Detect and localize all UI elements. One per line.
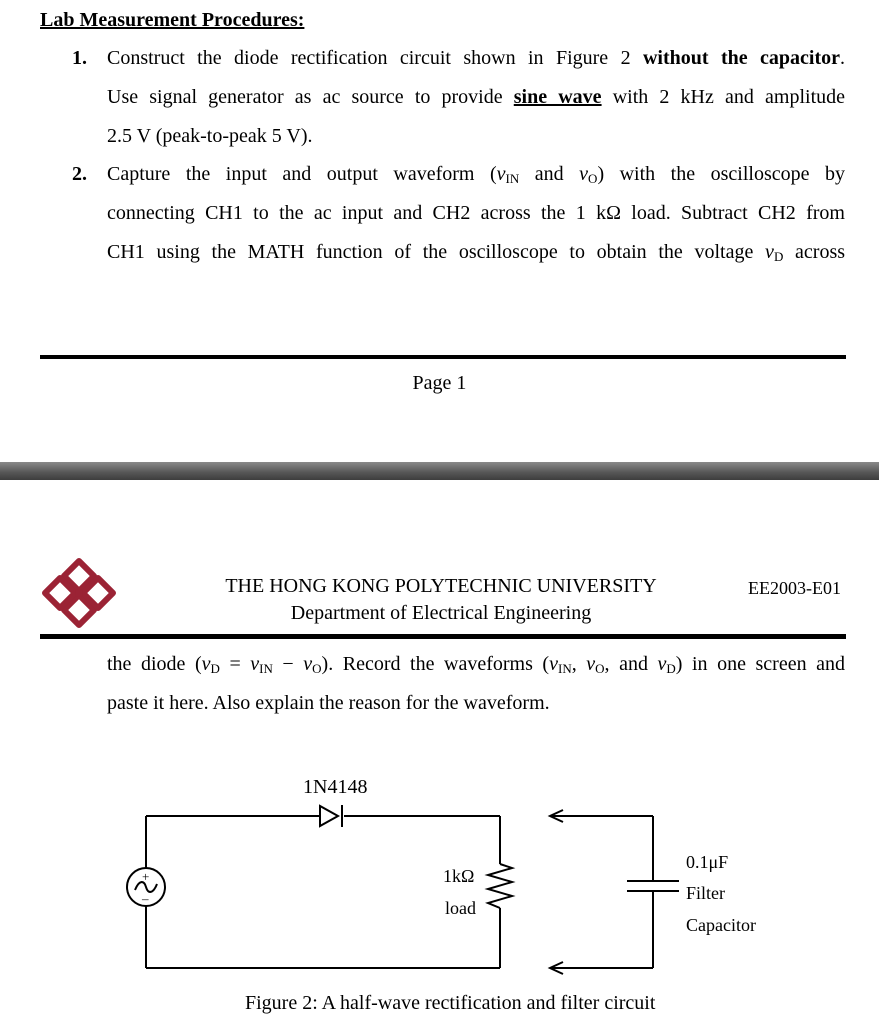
vd-subscript-3: D [666, 661, 676, 676]
item2-line1 [107, 162, 845, 191]
comma-2: , and [604, 653, 658, 675]
vin-symbol-3: v [549, 653, 558, 675]
vin-symbol: v [496, 163, 506, 185]
item2-line1-text: Capture the input and output waveform ( [107, 163, 497, 185]
item2-line3-tail: across [783, 241, 846, 263]
vo-subscript-3: O [595, 661, 605, 676]
diode-label: 1N4148 [303, 776, 368, 798]
vo-symbol-2: v [303, 653, 313, 675]
department-name: Department of Electrical Engineering [290, 602, 592, 624]
source-plus: + [142, 869, 150, 884]
item2-and: and [519, 163, 580, 185]
item2-line3-text: CH1 using the MATH function of the oscilloscope to obtain the voltage [107, 241, 766, 263]
vo-symbol: v [579, 163, 589, 185]
vo-subscript-2: O [312, 661, 322, 676]
cont1-tail: ) in one screen and [675, 653, 846, 675]
minus-sign: − [272, 653, 304, 675]
item2-line2: connecting CH1 to the ac input and CH2 across the 1 kΩ load. Subtract CH2 from [107, 202, 845, 224]
footer-rule [40, 355, 846, 359]
vin-subscript: IN [505, 171, 520, 186]
equals-sign: = [219, 653, 251, 675]
circuit-diagram [0, 760, 879, 1024]
section-heading: Lab Measurement Procedures: [40, 9, 305, 31]
cont1-middle: ). Record the waveforms ( [321, 653, 550, 675]
page-separator [0, 462, 879, 480]
resistor-desc: load [445, 898, 476, 918]
vd-symbol-2: v [201, 653, 211, 675]
comma-1: , [571, 653, 587, 675]
page-number: Page 1 [412, 372, 467, 394]
item2-line3 [107, 240, 845, 269]
continued-line1 [107, 652, 845, 681]
capacitor-desc-1: Filter [686, 883, 725, 903]
cont1-text: the diode ( [107, 653, 202, 675]
source-minus: – [142, 891, 149, 906]
item1-line2 [107, 85, 845, 109]
item1-period: . [840, 47, 845, 69]
circuit-figure [0, 760, 879, 1024]
vd-symbol: v [765, 241, 774, 263]
header-rule [40, 634, 846, 639]
vin-subscript-3: IN [557, 661, 572, 676]
vin-subscript-2: IN [259, 661, 273, 676]
capacitor-desc-2: Capacitor [686, 915, 756, 935]
item1-emphasis: without the capacitor [642, 47, 840, 69]
resistor-value: 1kΩ [443, 866, 475, 886]
item2-line1-tail: ) with the oscilloscope by [597, 163, 845, 185]
vo-subscript: O [588, 171, 598, 186]
resistor-symbol [488, 864, 512, 908]
item1-line1-text: Construct the diode rectification circuit shown in Figure 2 [107, 47, 643, 69]
diode-symbol [320, 806, 338, 826]
vd-symbol-3: v [657, 653, 667, 675]
item1-line2-tail: with 2 kHz and amplitude [601, 86, 846, 108]
university-name: THE HONG KONG POLYTECHNIC UNIVERSITY [225, 575, 657, 597]
course-code: EE2003-E01 [748, 578, 841, 598]
list-number-1: 1. [72, 47, 87, 69]
vin-symbol-2: v [250, 653, 260, 675]
sine-wave-emphasis: sine wave [513, 86, 602, 108]
item1-line2-text: Use signal generator as ac source to provide [107, 86, 514, 108]
capacitor-value: 0.1μF [686, 852, 729, 872]
vo-symbol-3: v [586, 653, 596, 675]
list-number-2: 2. [72, 163, 87, 185]
vd-subscript: D [773, 249, 784, 264]
item1-line3: 2.5 V (peak-to-peak 5 V). [107, 125, 313, 147]
continued-line2: paste it here. Also explain the reason for the waveform. [107, 692, 550, 714]
item1-line1 [107, 46, 845, 70]
vd-subscript-2: D [210, 661, 220, 676]
figure-caption: Figure 2: A half-wave rectification and filter circuit [245, 992, 656, 1014]
